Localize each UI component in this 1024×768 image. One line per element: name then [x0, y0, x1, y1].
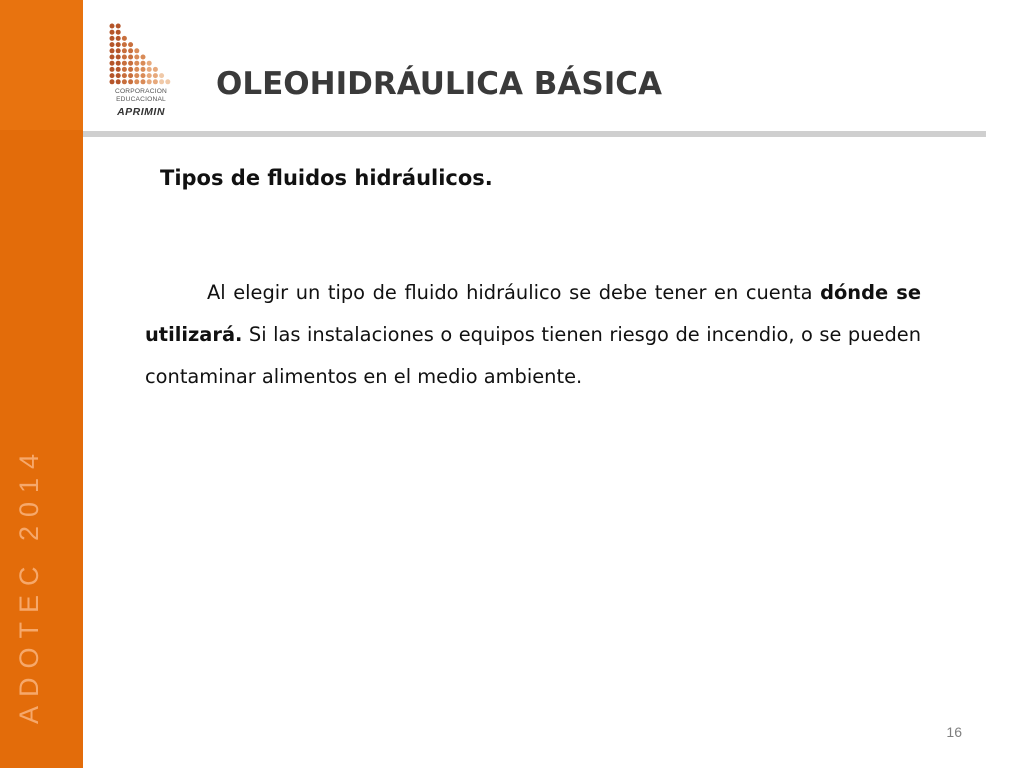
logo-dot	[122, 36, 127, 41]
logo-dot	[141, 73, 146, 78]
page-number: 16	[946, 724, 962, 740]
logo-dot	[116, 48, 121, 53]
logo-dot	[116, 55, 121, 60]
logo-dot	[128, 48, 133, 53]
logo-dot	[122, 61, 127, 66]
body-text-part1: Al elegir un tipo de fluido hidráulico se debe tener en cuenta	[207, 281, 821, 305]
logo-dot	[147, 67, 152, 72]
sidebar-top-block	[0, 0, 83, 130]
vertical-footer-text: ADOTEC 2014	[14, 444, 44, 724]
logo-dot	[159, 73, 164, 78]
body-text-part2: Si las instalaciones o equipos tienen riesgo de incendio, o se pueden contaminar alimentos en el medio ambiente.	[145, 323, 921, 389]
logo-dot	[128, 61, 133, 66]
logo-dot	[134, 61, 139, 66]
logo-dot	[128, 42, 133, 47]
logo-dot	[110, 73, 115, 78]
logo-dot	[110, 48, 115, 53]
logo-dot	[122, 48, 127, 53]
logo-dot	[134, 48, 139, 53]
logo-dot	[134, 79, 139, 84]
logo-dot	[110, 36, 115, 41]
body-paragraph	[145, 272, 921, 398]
logo-dot	[110, 24, 115, 29]
logo-dot	[116, 73, 121, 78]
section-subtitle: Tipos de fluidos hidráulicos.	[160, 166, 493, 190]
logo-dot	[110, 42, 115, 47]
logo-dot	[147, 61, 152, 66]
logo-dot	[122, 55, 127, 60]
logo-text-line1: CORPORACION	[114, 88, 168, 95]
logo-dot	[116, 36, 121, 41]
logo-dot-mark	[106, 22, 176, 86]
logo-dot	[153, 79, 158, 84]
left-sidebar-band	[0, 0, 83, 768]
logo-dot	[110, 30, 115, 35]
logo-dot	[122, 42, 127, 47]
logo-dot	[122, 79, 127, 84]
logo-dot	[116, 30, 121, 35]
logo-dot	[153, 67, 158, 72]
logo-dot	[141, 79, 146, 84]
logo-dot	[128, 55, 133, 60]
logo-dot	[116, 24, 121, 29]
logo-dot	[122, 73, 127, 78]
logo-dot	[116, 42, 121, 47]
logo-dot	[128, 73, 133, 78]
logo-dot	[147, 79, 152, 84]
logo-text-line2: EDUCACIONAL	[116, 96, 166, 103]
logo-dot	[147, 73, 152, 78]
logo-dot	[141, 67, 146, 72]
logo-dot	[134, 55, 139, 60]
body-text-bold: dónde se utilizará.	[145, 281, 921, 347]
logo-dot	[122, 67, 127, 72]
logo-dot	[116, 79, 121, 84]
logo-dot	[110, 61, 115, 66]
logo-dot	[128, 79, 133, 84]
aprimin-logo	[106, 22, 176, 122]
logo-dot	[141, 55, 146, 60]
logo-brand-name: APRIMIN	[117, 106, 165, 118]
logo-dot	[110, 67, 115, 72]
logo-dot	[159, 79, 164, 84]
logo-dot	[116, 67, 121, 72]
logo-dot	[134, 73, 139, 78]
logo-dot	[110, 79, 115, 84]
title-divider	[83, 131, 986, 137]
logo-dot	[116, 61, 121, 66]
logo-dot	[110, 55, 115, 60]
logo-dot	[128, 67, 133, 72]
slide-title: OLEOHIDRÁULICA BÁSICA	[216, 66, 662, 102]
logo-dot	[153, 73, 158, 78]
logo-dot	[141, 61, 146, 66]
logo-dot	[165, 79, 170, 84]
logo-dot	[134, 67, 139, 72]
